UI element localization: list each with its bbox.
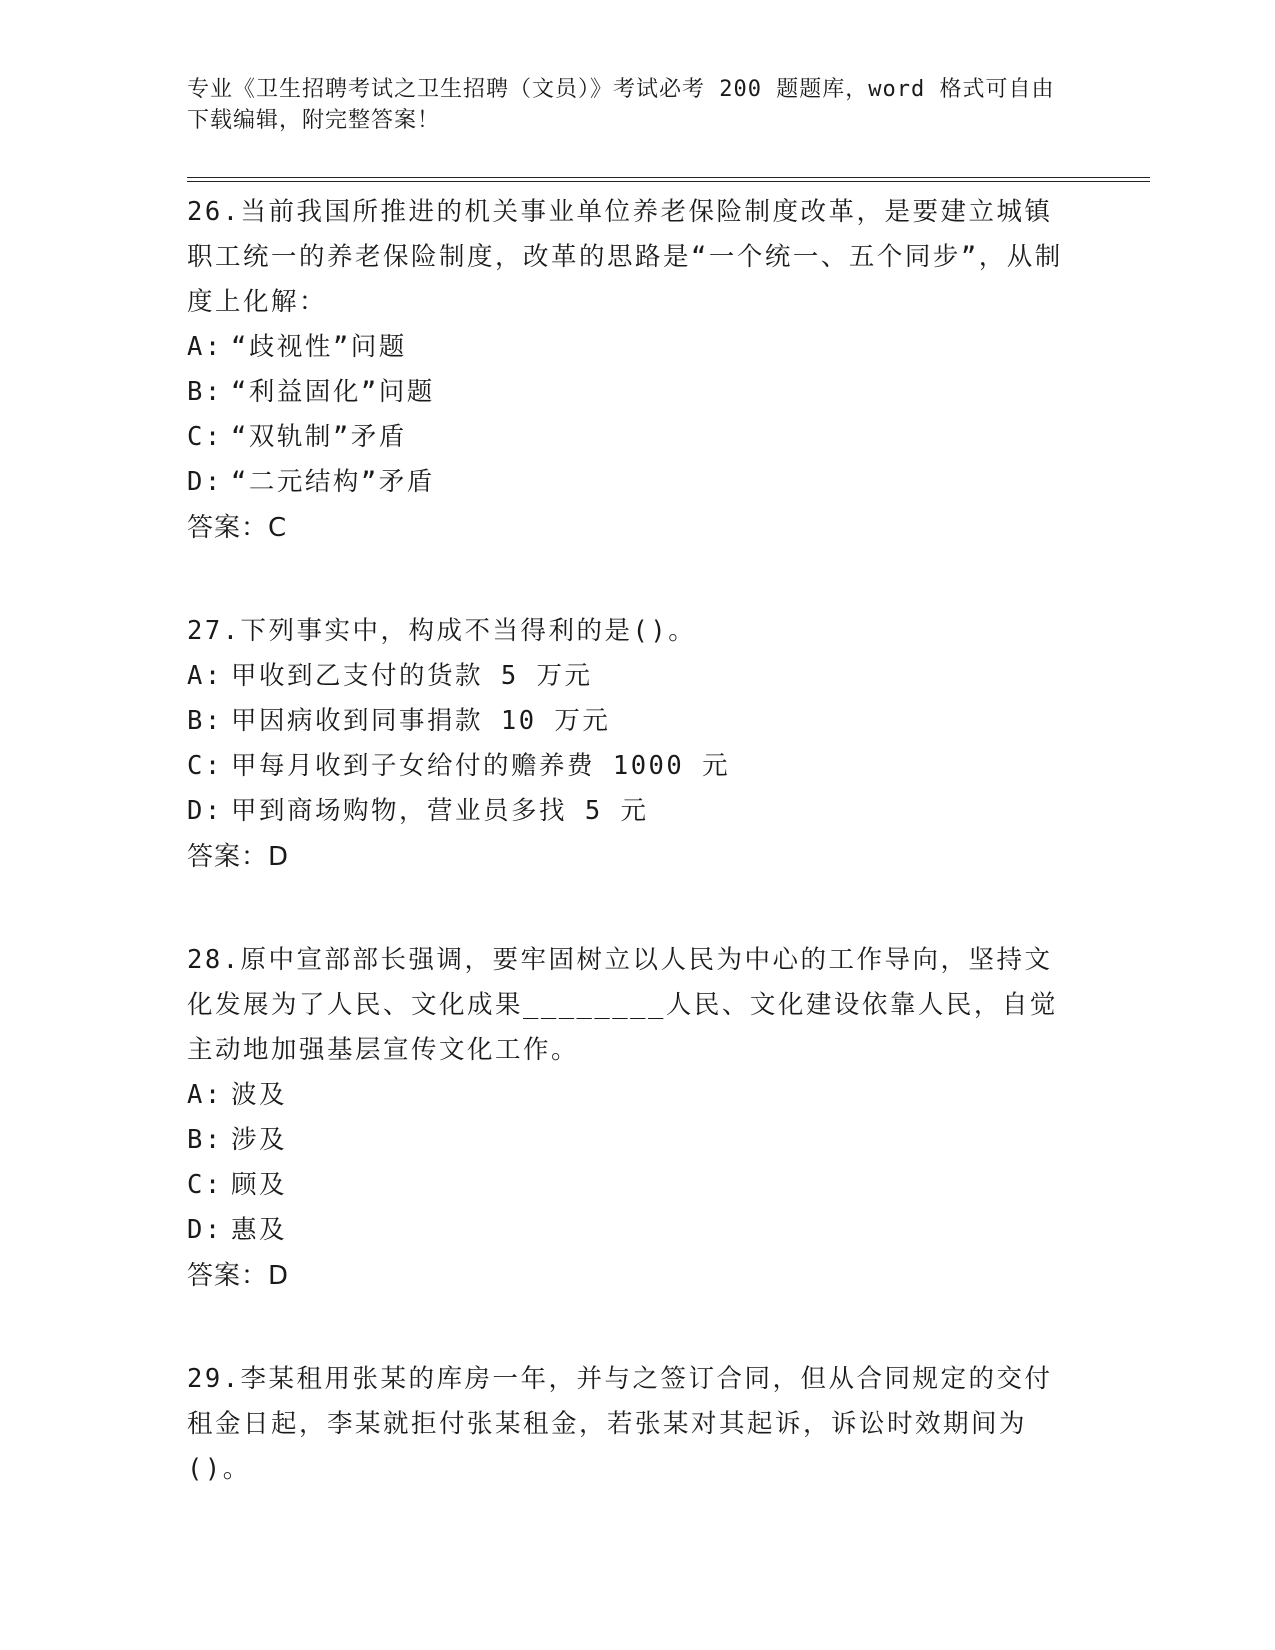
answer-line: 答案：D bbox=[187, 842, 290, 872]
question-text: 28.原中宣部部长强调，要牢固树立以人民为中心的工作导向，坚持文化发展为了人民、文化成果________人民、文化建设依靠人民，自觉主动地加强基层宣传文化工作。 bbox=[187, 945, 1058, 1065]
option-text: “二元结构”矛盾 bbox=[231, 467, 435, 497]
question-text: 27.下列事实中，构成不当得利的是()。 bbox=[187, 616, 697, 646]
option-text: “双轨制”矛盾 bbox=[231, 422, 407, 452]
option-text: 甲每月收到子女给付的赡养费 1000 元 bbox=[231, 751, 731, 781]
question-27 bbox=[187, 609, 1077, 880]
option-b bbox=[187, 370, 1077, 415]
option-c bbox=[187, 415, 1077, 460]
option-key: C: bbox=[187, 1170, 223, 1200]
answer-line: 答案：D bbox=[187, 1261, 290, 1291]
option-key: D: bbox=[187, 1215, 223, 1245]
option-text: “歧视性”问题 bbox=[231, 332, 407, 362]
option-key: B: bbox=[187, 1125, 223, 1155]
option-text: 甲因病收到同事捐款 10 万元 bbox=[231, 706, 611, 736]
option-text: 涉及 bbox=[231, 1125, 288, 1155]
question-text: 26.当前我国所推进的机关事业单位养老保险制度改革，是要建立城镇职工统一的养老保险制度，改革的思路是“一个统一、五个同步”，从制度上化解： bbox=[187, 197, 1063, 317]
option-key: A: bbox=[187, 332, 223, 362]
option-a bbox=[187, 325, 1077, 370]
question-26 bbox=[187, 190, 1077, 551]
option-c bbox=[187, 1163, 1077, 1208]
option-key: D: bbox=[187, 467, 223, 497]
option-key: C: bbox=[187, 751, 223, 781]
option-a bbox=[187, 1073, 1077, 1118]
question-28 bbox=[187, 938, 1077, 1299]
option-text: 惠及 bbox=[231, 1215, 288, 1245]
option-text: 顾及 bbox=[231, 1170, 288, 1200]
question-list bbox=[187, 190, 1077, 1550]
answer-line: 答案：C bbox=[187, 513, 288, 543]
option-key: C: bbox=[187, 422, 223, 452]
option-b bbox=[187, 699, 1077, 744]
header-divider-top bbox=[187, 177, 1150, 178]
option-key: B: bbox=[187, 706, 223, 736]
option-key: A: bbox=[187, 661, 223, 691]
question-text: 29.李某租用张某的库房一年，并与之签订合同，但从合同规定的交付租金日起，李某就拒付张某租金，若张某对其起诉，诉讼时效期间为()。 bbox=[187, 1364, 1053, 1484]
option-b bbox=[187, 1118, 1077, 1163]
option-d bbox=[187, 789, 1077, 834]
option-d bbox=[187, 1208, 1077, 1253]
option-text: 甲收到乙支付的货款 5 万元 bbox=[231, 661, 593, 691]
option-text: 甲到商场购物，营业员多找 5 元 bbox=[231, 796, 649, 826]
option-a bbox=[187, 654, 1077, 699]
option-key: B: bbox=[187, 377, 223, 407]
option-text: 波及 bbox=[231, 1080, 288, 1110]
option-d bbox=[187, 460, 1077, 505]
document-header: 专业《卫生招聘考试之卫生招聘（文员）》考试必考 200 题题库，word 格式可自由下载编辑，附完整答案！ bbox=[187, 77, 1055, 133]
header-divider-bottom bbox=[187, 181, 1150, 182]
option-text: “利益固化”问题 bbox=[231, 377, 435, 407]
option-c bbox=[187, 744, 1077, 789]
option-key: D: bbox=[187, 796, 223, 826]
option-key: A: bbox=[187, 1080, 223, 1110]
question-29 bbox=[187, 1357, 1077, 1492]
